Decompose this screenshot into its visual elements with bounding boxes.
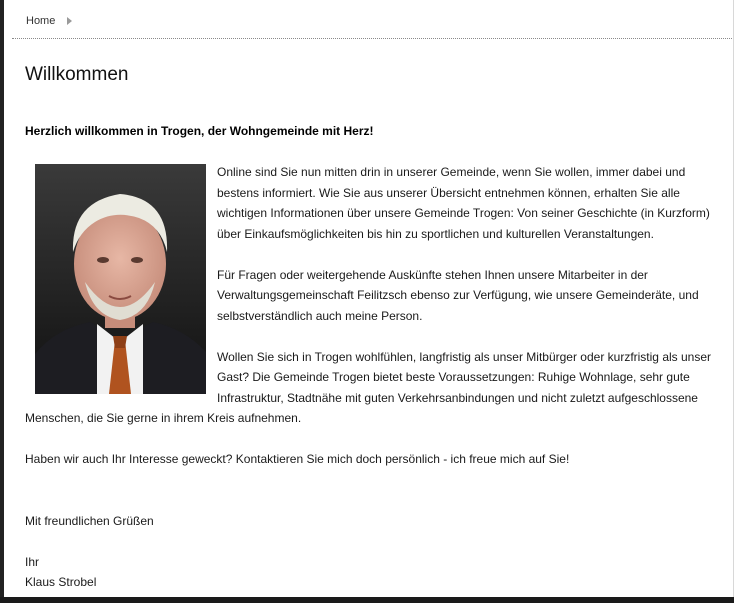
breadcrumb-arrow-icon — [67, 17, 72, 25]
contact-paragraph: Für Fragen oder weitergehende Auskünfte stehen Ihnen unsere Mitarbeiter in der Verwaltungsgemeinschaft Feilitzsch ebenso zur Verfügung, wie unsere Gemeinderäte, und selbstverständlich auch meine Person. — [217, 267, 699, 323]
welcome-heading: Herzlich willkommen in Trogen, der Wohngemeinde mit Herz! — [25, 124, 374, 138]
bottom-border — [0, 597, 734, 603]
author-name: Klaus Strobel — [25, 575, 97, 589]
mayor-portrait — [35, 164, 206, 394]
breadcrumb-home-link[interactable]: Home — [26, 15, 56, 27]
page-left-border — [0, 0, 4, 603]
signoff-text: Mit freundlichen Grüßen — [25, 513, 154, 528]
interest-paragraph: Haben wir auch Ihr Interesse geweckt? Kontaktieren Sie mich doch persönlich - ich freue mich auf Sie! — [25, 452, 570, 466]
breadcrumb — [26, 13, 72, 29]
residence-paragraph: Wollen Sie sich in Trogen wohlfühlen, langfristig als unser Mitbürger oder kurzfristig als unser Gast? Die Gemeinde Trogen bietet beste Voraussetzungen: Ruhige Wohnlage, sehr gute Infrastruktur, Stadtnähe mit guten Verkehrsanbindungen und nicht zuletzt aufgeschlossene Menschen, die Sie gerne in ihrem Kreis aufnehmen. — [25, 349, 712, 425]
intro-paragraph: Online sind Sie nun mitten drin in unserer Gemeinde, wenn Sie wollen, immer dabei und bestens informiert. Wie Sie aus unserer Übersicht entnehmen können, erhalten Sie alle wichtigen Informationen über unsere Gemeinde Trogen: Von seiner Geschichte (in Kurzform) über Einkaufsmöglichkeiten bis hin zu sportlichen und kulturellen Veranstaltungen. — [217, 165, 710, 241]
page-title: Willkommen — [25, 64, 129, 85]
breadcrumb-divider — [12, 38, 732, 39]
welcome-article — [25, 162, 730, 593]
closing-word: Ihr — [25, 554, 40, 569]
closing-block — [25, 552, 730, 593]
